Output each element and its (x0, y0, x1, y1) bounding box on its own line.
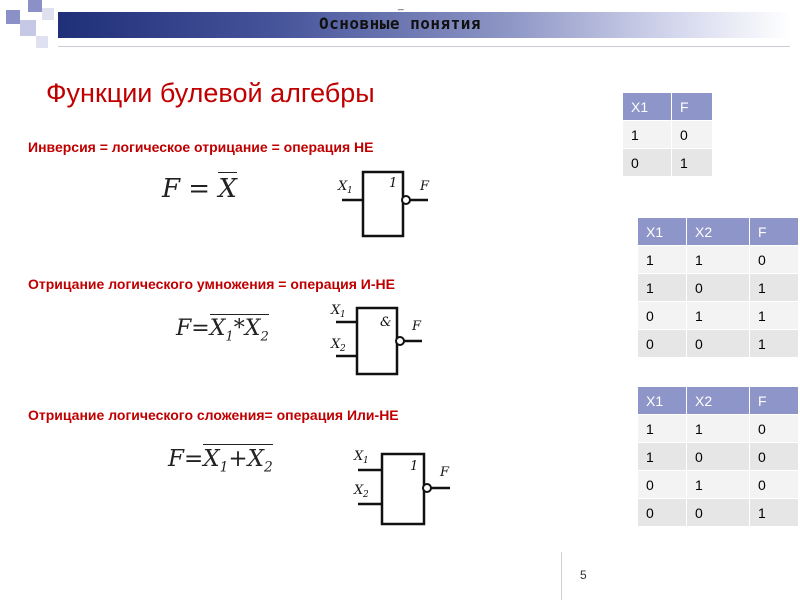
formula-subscript: 1 (225, 329, 234, 345)
input-label: X (331, 303, 341, 318)
formula-lhs: F = (162, 174, 219, 204)
nor-gate-diagram (352, 442, 462, 532)
table-row (638, 246, 799, 274)
decor-square (36, 36, 48, 48)
table-cell: 0 (638, 471, 687, 499)
gate-symbol: 1 (410, 459, 419, 474)
section-title-inversion: Инверсия = логическое отрицание = операция НЕ (28, 139, 374, 155)
table-cell: 1 (750, 499, 799, 527)
formula-var: X (247, 446, 265, 472)
input-subscript: 1 (363, 456, 369, 466)
table-cell: 0 (750, 443, 799, 471)
output-label: F (412, 319, 422, 334)
output-label: F (440, 465, 450, 480)
section-title-nor: Отрицание логического сложения= операция Или-НЕ (28, 407, 399, 423)
table-cell: 0 (672, 121, 713, 149)
table-cell: 0 (687, 274, 750, 302)
header-mark: _ (398, 0, 404, 11)
formula-lhs: F= (168, 446, 204, 472)
formula-var: X (244, 316, 261, 341)
table-cell: 1 (623, 121, 672, 149)
formula-operator: * (233, 316, 245, 341)
gate-symbol: & (380, 315, 392, 330)
input-label: X (354, 483, 364, 498)
column-header: F (750, 387, 799, 415)
table-row (623, 149, 713, 177)
nand-gate-diagram (330, 300, 430, 380)
formula-rhs (203, 444, 273, 476)
section-title-nand: Отрицание логического умножения = операция И-НЕ (28, 276, 395, 292)
table-cell: 0 (750, 415, 799, 443)
table-header-row (623, 93, 713, 121)
table-row (638, 302, 799, 330)
input-label: X (338, 179, 348, 194)
input-subscript: 2 (340, 344, 346, 354)
formula-nand (176, 316, 269, 344)
input-label: X (331, 337, 341, 352)
table-row (638, 499, 799, 527)
table-cell: 1 (687, 246, 750, 274)
table-cell: 1 (687, 471, 750, 499)
table-cell: 1 (750, 274, 799, 302)
header-divider (58, 46, 790, 47)
table-row (638, 274, 799, 302)
column-header: F (750, 218, 799, 246)
page-number: 5 (580, 568, 587, 582)
formula-rhs (209, 314, 269, 345)
input-subscript: 1 (340, 310, 346, 320)
formula-subscript: 2 (264, 459, 273, 476)
table-cell: 1 (750, 330, 799, 358)
formula-nor (168, 446, 273, 476)
column-header: X2 (687, 387, 750, 415)
formula-var: X (203, 446, 220, 472)
table-cell: 1 (638, 274, 687, 302)
table-row (638, 415, 799, 443)
table-cell: 0 (687, 499, 750, 527)
truth-table-not (622, 92, 713, 177)
formula-rhs: X (218, 174, 237, 204)
table-cell: 0 (687, 330, 750, 358)
table-row (623, 121, 713, 149)
table-cell: 0 (638, 330, 687, 358)
table-cell: 1 (672, 149, 713, 177)
table-cell: 1 (687, 415, 750, 443)
table-row (638, 443, 799, 471)
column-header: X1 (638, 387, 687, 415)
table-cell: 0 (638, 302, 687, 330)
table-cell: 0 (638, 499, 687, 527)
truth-table-nor (637, 386, 799, 527)
table-cell: 0 (623, 149, 672, 177)
formula-lhs: F= (176, 316, 210, 341)
table-cell: 1 (638, 443, 687, 471)
table-cell: 0 (687, 443, 750, 471)
table-cell: 1 (687, 302, 750, 330)
formula-subscript: 1 (219, 459, 229, 476)
input-subscript: 1 (347, 186, 353, 196)
table-row (638, 471, 799, 499)
table-cell: 1 (638, 246, 687, 274)
table-cell: 1 (750, 302, 799, 330)
table-header-row (638, 218, 799, 246)
footer-divider (561, 552, 562, 600)
formula-subscript: 2 (260, 329, 269, 345)
formula-operator: + (228, 446, 248, 472)
formula-var: X (209, 316, 226, 341)
column-header: X1 (638, 218, 687, 246)
gate-symbol: 1 (389, 176, 398, 191)
table-cell: 1 (638, 415, 687, 443)
output-label: F (420, 179, 430, 194)
truth-table-nand (637, 217, 799, 358)
header-title: Основные понятия (318, 14, 482, 33)
table-cell: 0 (750, 246, 799, 274)
column-header: F (672, 93, 713, 121)
input-label: X (354, 449, 364, 464)
formula-inversion (162, 174, 237, 204)
table-header-row (638, 387, 799, 415)
not-gate-diagram (336, 170, 436, 240)
decor-square (28, 0, 42, 12)
input-subscript: 2 (363, 490, 369, 500)
column-header: X1 (623, 93, 672, 121)
table-row (638, 330, 799, 358)
page-title: Функции булевой алгебры (46, 78, 375, 108)
table-cell: 0 (750, 471, 799, 499)
column-header: X2 (687, 218, 750, 246)
